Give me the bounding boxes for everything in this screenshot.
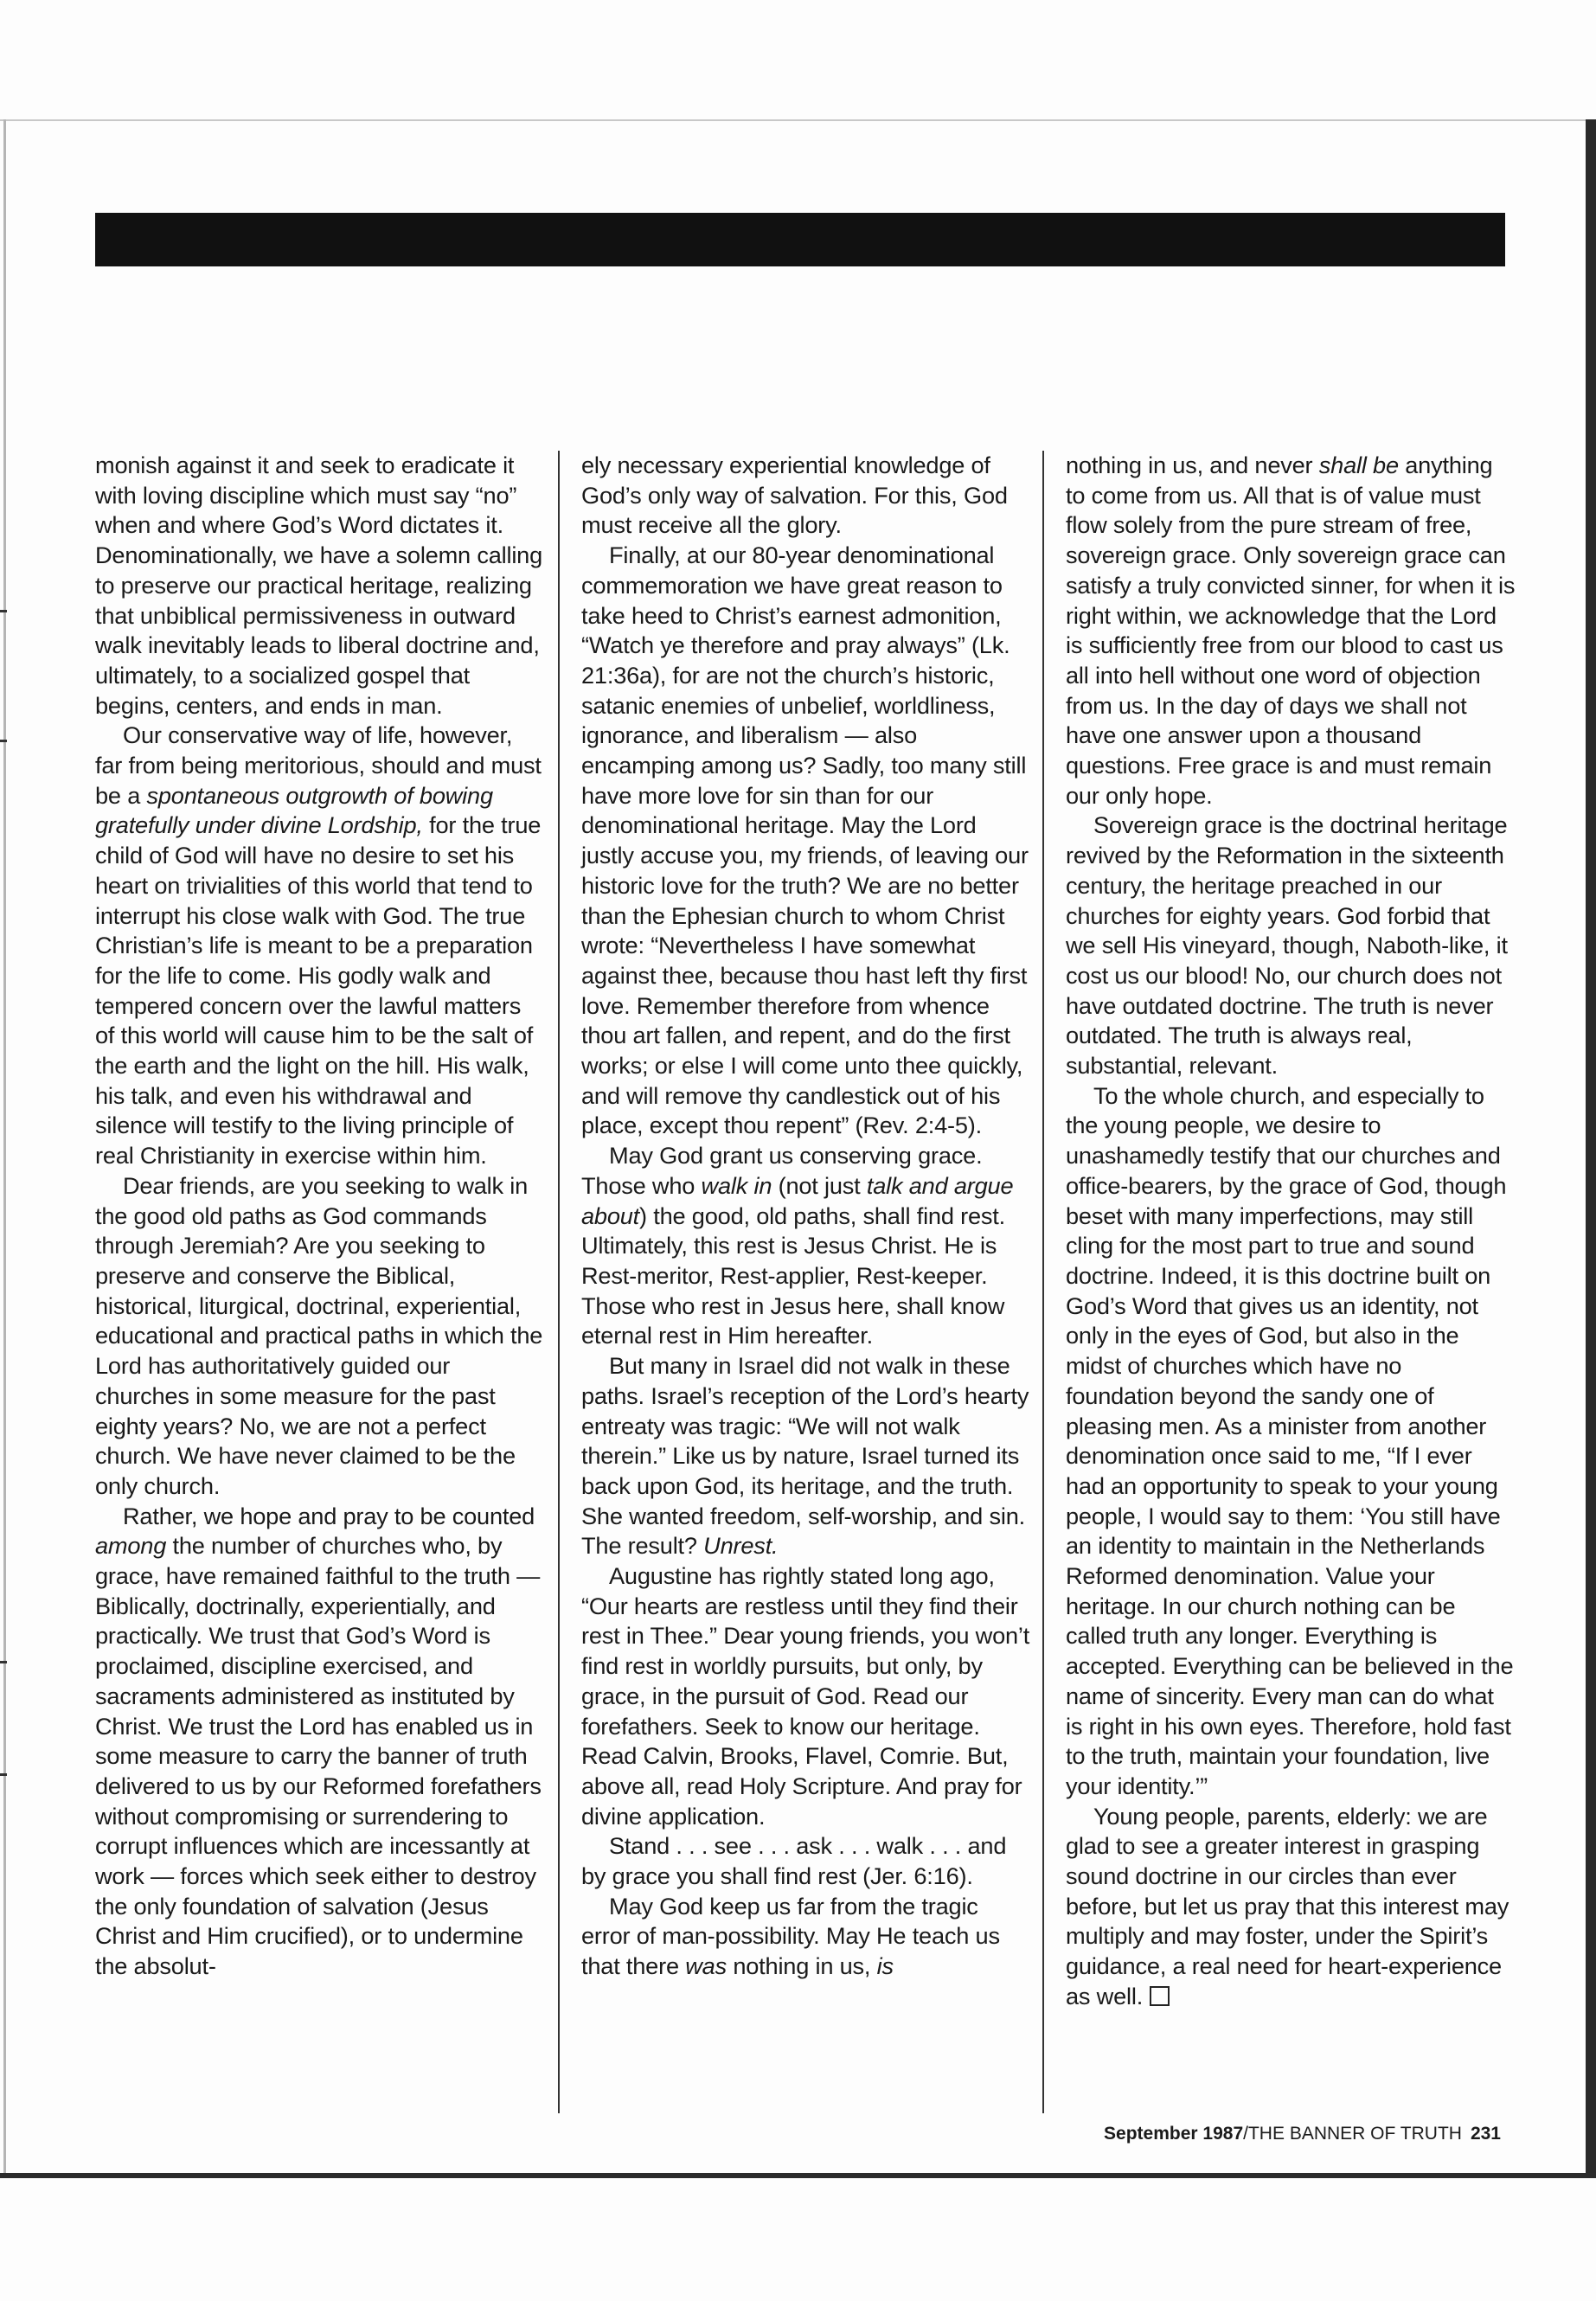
- scan-edge-left: [3, 119, 6, 2178]
- paragraph: monish against it and seek to eradicate it with loving discipline which must say “no” when and where God’s Word dictates it. Denominationally, we have a solemn calling to preserve our practical heritage, realizing that unbiblical permissiveness in outward walk inevitably leads to liberal doctrine and, ultimately, to a socialized gospel that begins, centers, and ends in man.: [95, 452, 543, 719]
- paragraph: nothing in us, and never shall be anything to come from us. All that is of value must flow solely from the pure stream of free, sovereign grace. Only sovereign grace can satisfy a truly convicted sinner, for when it is right within, we acknowledge that the Lord is sufficiently free from our blood to cast us all into hell without one word of objection from us. In the day of days we shall not have one answer upon a thousand questions. Free grace is and must remain our only hope.: [1066, 452, 1516, 809]
- paragraph: May God grant us conserving grace. Those who walk in (not just talk and argue about) the good, old paths, shall find rest. Ultimately, this rest is Jesus Christ. He is Rest-meritor, Rest-applier, Rest-keeper. Those who rest in Jesus here, shall know eternal rest in Him hereafter.: [581, 1142, 1014, 1349]
- paragraph: Finally, at our 80-year denominational commemoration we have great reason to take heed to Christ’s earnest admonition, “Watch ye therefore and pray always” (Lk. 21:36a), for are not the church’s historic, satanic enemies of unbelief, worldliness, ignorance, and liberalism — also encamping among us? Sadly, too many still have more love for sin than for our denominational heritage. May the Lord justly accuse you, my friends, of leaving our historic love for the truth? We are no better than the Ephesian church to whom Christ wrote: “Nevertheless I have somewhat against thee, because thou hast left thy first love. Remember therefore from whence thou art fallen, and repent, and do the first works; or else I will come unto thee quickly, and will remove thy candlestick out of his place, except thou repent” (Rev. 2:4-5).: [581, 542, 1029, 1139]
- end-of-article-mark: [1150, 1986, 1170, 2006]
- scan-edge-bottom: [0, 2173, 1596, 2178]
- page-footer: [1104, 2122, 1501, 2146]
- paragraph: To the whole church, and especially to the young people, we desire to unashamedly testify that our churches and office-bearers, by the grace of God, though beset with many imperfections, may still cling for the most part to true and sound doctrine. Indeed, it is this doctrine built on God’s Word that gives us an identity, not only in the eyes of God, but also in the midst of churches which have no foundation beyond the sandy one of pleasing men. As a minister from another denomination once said to me, “If I ever had an opportunity to speak to your young people, I would say to them: ‘You still have an identity to maintain in the Netherlands Reformed denomination. Value your heritage. In our church nothing can be called truth any longer. Everything is accepted. Everything can be believed in the name of sincerity. Every man can do what is right in his own eyes. Therefore, hold fast to the truth, maintain your foundation, live your identity.’”: [1066, 1081, 1514, 1799]
- scan-edge-top: [0, 119, 1596, 121]
- paragraph: But many in Israel did not walk in these paths. Israel’s reception of the Lord’s hearty entreaty was tragic: “We will not walk therein.” Like us by nature, Israel turned its back upon God, its heritage, and the truth. She wanted freedom, self-worship, and sin. The result? Unrest.: [581, 1352, 1029, 1560]
- column-divider: [558, 451, 560, 2113]
- margin-mark: [0, 610, 7, 612]
- header-bar: [95, 213, 1505, 266]
- paragraph: Augustine has rightly stated long ago, “Our hearts are restless until they find their rest in Thee.” Dear young friends, you won’t find rest in worldly pursuits, but only, by grace, in the pursuit of God. Read our forefathers. Seek to know our heritage. Read Calvin, Brooks, Flavel, Comrie. But, above all, read Holy Scripture. And pray for divine application.: [581, 1562, 1030, 1830]
- article-column-1: [95, 451, 545, 1982]
- footer-date: September 1987: [1104, 2124, 1244, 2144]
- paragraph: Young people, parents, elderly: we are glad to see a greater interest in grasping sound doctrine in our circles than ever before, but let us pray that this interest may multiply and may foster, under the Spirit’s guidance, a real need for heart-experience as well.: [1066, 1802, 1509, 2009]
- scan-edge-right: [1586, 119, 1596, 2178]
- footer-publication: THE BANNER OF TRUTH: [1247, 2124, 1462, 2144]
- paragraph: Stand . . . see . . . ask . . . walk . . . and by grace you shall find rest (Jer. 6:16).: [581, 1832, 1007, 1890]
- margin-mark: [0, 1773, 7, 1776]
- paragraph: May God keep us far from the tragic error of man-possibility. May He teach us that there was nothing in us, is: [581, 1892, 1000, 1980]
- paragraph: Dear friends, are you seeking to walk in the good old paths as God commands through Jeremiah? Are you seeking to preserve and conserve the Biblical, historical, liturgical, doctrinal, experiential, educational and practical paths in which the Lord has authoritatively guided our churches in some measure for the past eighty years? No, we are not a perfect church. We have never claimed to be the only church.: [95, 1171, 543, 1499]
- paragraph: Our conservative way of life, however, far from being meritorious, should and must be a spontaneous outgrowth of bowing gratefully under divine Lordship, for the true child of God will have no desire to set his heart on trivialities of this world that tend to interrupt his close walk with God. The true Christian’s life is meant to be a preparation for the life to come. His godly walk and tempered concern over the lawful matters of this world will cause him to be the salt of the earth and the light on the hill. His walk, his talk, and even his withdrawal and silence will testify to the living principle of real Christianity in exercise within him.: [95, 721, 542, 1170]
- paragraph: Sovereign grace is the doctrinal heritage revived by the Reformation in the sixteenth century, the heritage preached in our churches for eighty years. God forbid that we sell His vineyard, though, Naboth-like, it cost us our blood! No, our church does not have outdated doctrine. The truth is never outdated. The truth is always real, substantial, relevant.: [1066, 811, 1508, 1080]
- paragraph: Rather, we hope and pray to be counted among the number of churches who, by grace, have remained faithful to the truth — Biblically, doctrinally, experientially, and practically. We trust that God’s Word is proclaimed, discipline exercised, and sacraments administered as instituted by Christ. We trust the Lord has enabled us in some measure to carry the banner of truth delivered to us by our Reformed forefathers without compromising or surrendering to corrupt influences which are incessantly at work — forces which seek either to destroy the only foundation of salvation (Jesus Christ and Him crucified), or to undermine the absolut-: [95, 1502, 542, 1980]
- page-number: 231: [1470, 2124, 1501, 2144]
- margin-mark: [0, 740, 7, 742]
- paragraph: ely necessary experiential knowledge of God’s only way of salvation. For this, God must receive all the glory.: [581, 452, 1008, 539]
- column-divider: [1042, 451, 1044, 2113]
- article-column-3: [1066, 451, 1516, 2012]
- footer-separator: /: [1243, 2124, 1248, 2144]
- margin-mark: [0, 1661, 7, 1663]
- article-column-2: [581, 451, 1031, 1982]
